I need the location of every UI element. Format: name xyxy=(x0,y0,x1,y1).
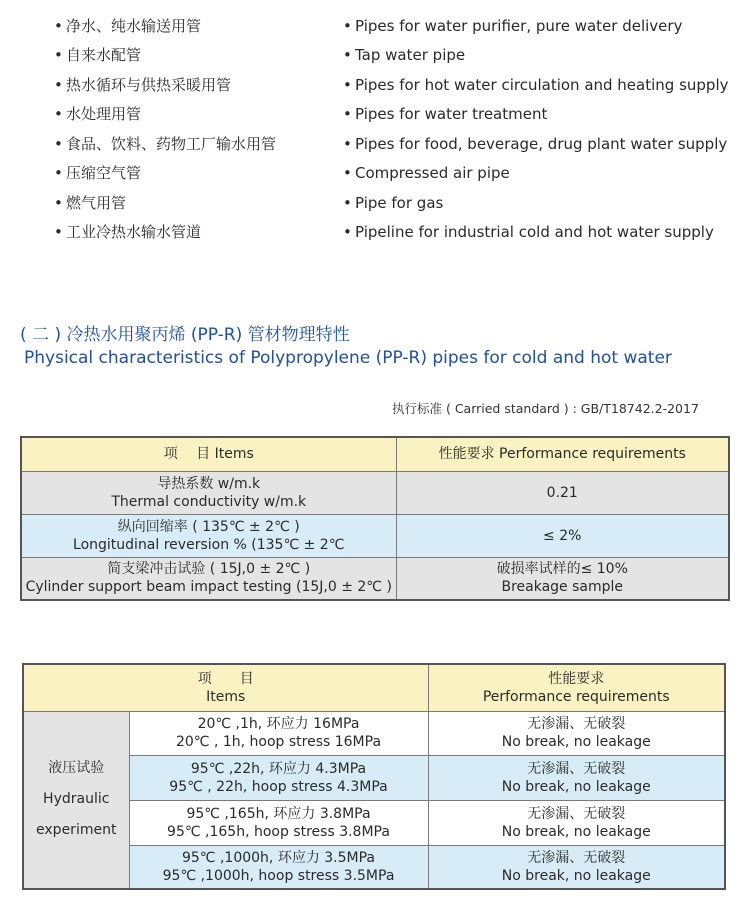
list-item xyxy=(0,102,750,126)
table-row xyxy=(21,514,729,557)
result-zh: 无渗漏、无破裂 xyxy=(527,760,626,777)
table-row xyxy=(23,755,725,800)
table-header-row xyxy=(23,664,725,711)
list-item xyxy=(0,161,750,185)
result-zh: 无渗漏、无破裂 xyxy=(527,805,626,822)
item-zh: 纵向回缩率 ( 135℃ ± 2℃ ) xyxy=(117,518,300,535)
perf-value: ≤ 2% xyxy=(543,527,582,544)
bullet-icon: • xyxy=(343,194,352,212)
use-zh: 净水、纯水输送用管 xyxy=(66,17,202,35)
bullet-icon: • xyxy=(54,105,63,123)
bullet-icon: • xyxy=(343,223,352,241)
use-zh: 水处理用管 xyxy=(66,105,142,123)
header-performance: 性能要求 Performance requirements xyxy=(396,437,729,471)
bullet-icon: • xyxy=(343,76,352,94)
use-zh: 工业冷热水输水管道 xyxy=(66,223,202,241)
result-zh: 无渗漏、无破裂 xyxy=(527,849,626,866)
table-row xyxy=(21,471,729,514)
condition-zh: 95℃ ,22h, 环应力 4.3MPa xyxy=(190,760,367,777)
bullet-icon: • xyxy=(54,17,63,35)
list-item xyxy=(0,73,750,97)
item-zh: 简支梁冲击试验 ( 15J,0 ± 2℃ ) xyxy=(107,561,311,578)
use-zh: 自来水配管 xyxy=(66,46,142,64)
bullet-icon: • xyxy=(343,17,352,35)
condition-en: 95℃ ,1000h, hoop stress 3.5MPa xyxy=(162,867,395,884)
condition-en: 95℃ ,165h, hoop stress 3.8MPa xyxy=(167,823,390,840)
perf-value: 0.21 xyxy=(546,484,578,501)
list-item xyxy=(0,191,750,215)
bullet-icon: • xyxy=(343,164,352,182)
list-item xyxy=(0,220,750,244)
bullet-icon: • xyxy=(54,164,63,182)
list-item xyxy=(0,14,750,38)
bullet-icon: • xyxy=(54,194,63,212)
use-en: Pipes for water purifier, pure water delivery xyxy=(355,17,683,35)
perf-value: 破损率试样的≤ 10% xyxy=(496,561,628,578)
item-zh: 导热系数 w/m.k xyxy=(157,475,261,492)
use-en: Pipe for gas xyxy=(355,194,444,212)
table-header-row xyxy=(21,437,729,471)
list-item xyxy=(0,43,750,67)
use-zh: 压缩空气管 xyxy=(66,164,142,182)
bullet-icon: • xyxy=(54,46,63,64)
use-en: Compressed air pipe xyxy=(355,164,510,182)
perf-value-2: Breakage sample xyxy=(501,579,624,596)
bullet-icon: • xyxy=(343,46,352,64)
condition-zh: 95℃ ,1000h, 环应力 3.5MPa xyxy=(181,849,376,866)
group-en-1: Hydraulic xyxy=(43,791,110,808)
hydraulic-test-table xyxy=(22,663,726,890)
header-perf-en: Performance requirements xyxy=(482,688,670,705)
item-en: Longitudinal reversion % (135℃ ± 2℃ xyxy=(73,536,345,553)
result-en: No break, no leakage xyxy=(501,823,651,840)
bullet-icon: • xyxy=(54,76,63,94)
header-items: 项 目 Items xyxy=(21,437,396,471)
use-zh: 燃气用管 xyxy=(66,194,127,212)
bullet-icon: • xyxy=(54,223,63,241)
section-title-zh: ( 二 ) 冷热水用聚丙烯 (PP-R) 管材物理特性 xyxy=(20,325,350,345)
list-item xyxy=(0,132,750,156)
result-zh: 无渗漏、无破裂 xyxy=(527,716,626,732)
use-en: Pipes for food, beverage, drug plant water supply xyxy=(355,135,728,153)
section-title-en: Physical characteristics of Polypropylene (PP-R) pipes for cold and hot water xyxy=(24,348,672,368)
physical-properties-table xyxy=(20,436,730,601)
bullet-icon: • xyxy=(54,135,63,153)
table-row xyxy=(23,711,725,755)
table-row xyxy=(21,557,729,600)
result-en: No break, no leakage xyxy=(501,734,651,750)
bullet-icon: • xyxy=(343,105,352,123)
item-en: Thermal conductivity w/m.k xyxy=(111,493,307,510)
carried-standard: 执行标准 ( Carried standard ) : GB/T18742.2-2017 xyxy=(392,401,699,416)
use-en: Pipes for water treatment xyxy=(355,105,548,123)
item-en: Cylinder support beam impact testing (15J,0 ± 2℃ ) xyxy=(25,579,392,596)
use-zh: 食品、饮料、药物工厂输水用管 xyxy=(66,135,277,153)
condition-en: 95℃ , 22h, hoop stress 4.3MPa xyxy=(169,778,388,795)
use-en: Tap water pipe xyxy=(355,46,466,64)
group-en-2: experiment xyxy=(36,822,117,839)
condition-en: 20℃ , 1h, hoop stress 16MPa xyxy=(175,734,382,750)
table-row xyxy=(23,800,725,845)
use-zh: 热水循环与供热采暖用管 xyxy=(66,76,232,94)
use-en: Pipeline for industrial cold and hot water supply xyxy=(355,223,714,241)
header-items-zh: 项 目 xyxy=(197,670,254,687)
bullet-icon: • xyxy=(343,135,352,153)
result-en: No break, no leakage xyxy=(501,778,651,795)
header-perf-zh: 性能要求 xyxy=(548,670,605,687)
result-en: No break, no leakage xyxy=(501,867,651,884)
condition-zh: 95℃ ,165h, 环应力 3.8MPa xyxy=(186,805,371,822)
group-label xyxy=(23,711,129,889)
use-en: Pipes for hot water circulation and heating supply xyxy=(355,76,729,94)
condition-zh: 20℃ ,1h, 环应力 16MPa xyxy=(197,716,360,732)
group-zh: 液压试验 xyxy=(48,760,105,777)
header-items-en: Items xyxy=(206,688,246,705)
table-row xyxy=(23,845,725,889)
